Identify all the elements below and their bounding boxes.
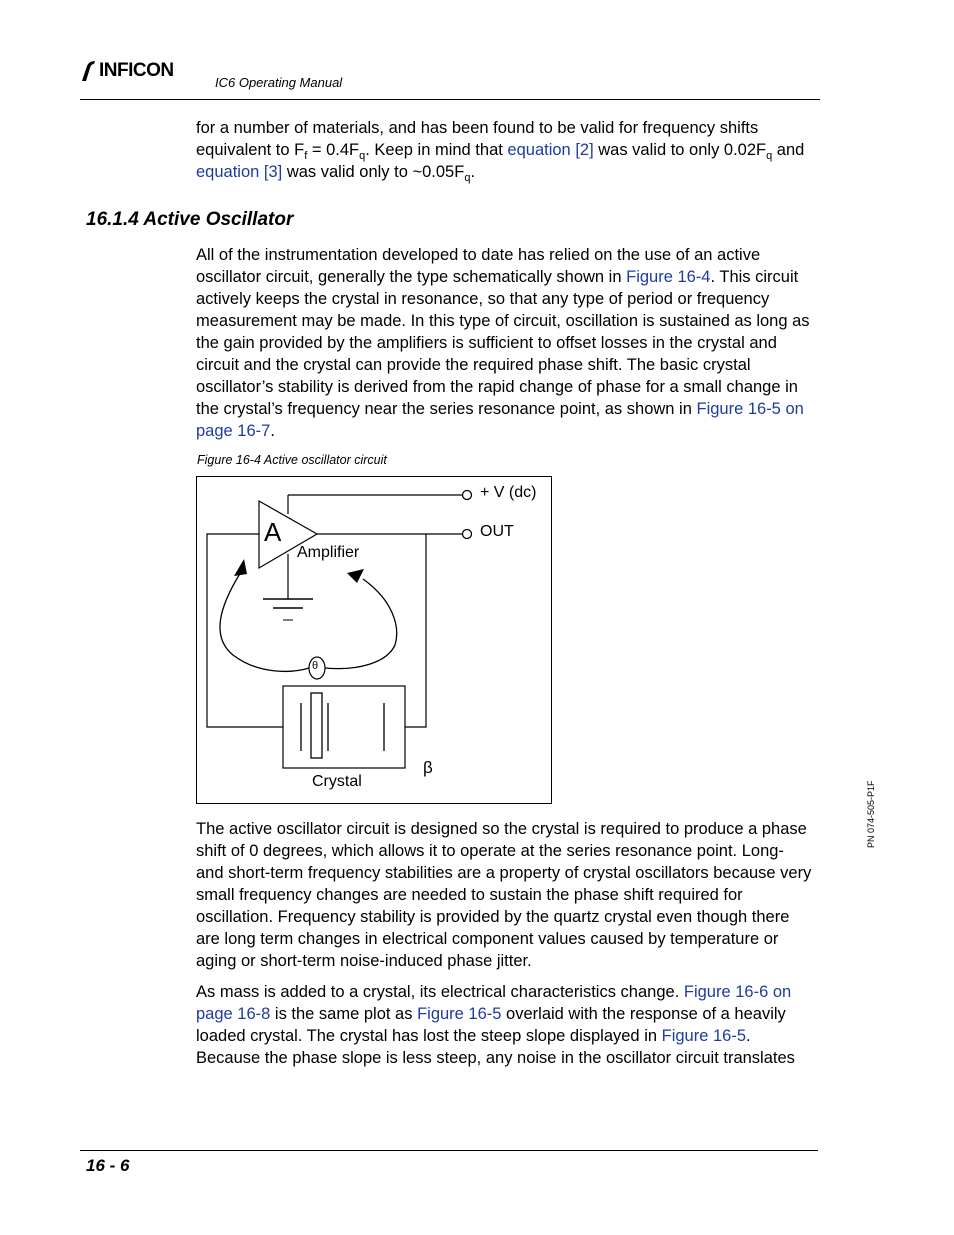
arrow-head-left <box>234 559 247 576</box>
phase-loop-right <box>325 579 397 669</box>
crystal-element <box>311 693 322 758</box>
oscillator-design-paragraph: The active oscillator circuit is designed so the crystal is required to produce a phase shift of 0 degrees, which allows it to operate at the series resonance point. Long- and short-term frequency stabilities are a property of crystal oscillators because very small frequency changes are needed to sustain the phase shift required for oscillation. Frequency stability is provided by the quartz crystal even though there are long term changes in electrical component values caused by temperature or aging or short-term noise-induced phase jitter. <box>196 820 812 970</box>
phase-loop-left <box>220 572 309 671</box>
amplifier-label: Amplifier <box>297 544 360 561</box>
mass-loading-paragraph: As mass is added to a crystal, its electrical characteristics change. Figure 16-6 on page 16-8 is the same plot as Figure 16-5 overlaid with the response of a heavily loaded crystal. The crystal has lost the steep slope displayed in Figure 16-5. Because the phase slope is less steep, any noise in the oscillator circuit translates <box>196 983 795 1067</box>
figure-16-5-link-2[interactable]: Figure 16-5 <box>417 1005 502 1023</box>
out-label: OUT <box>480 523 514 540</box>
figure-caption: Figure 16-4 Active oscillator circuit <box>197 453 387 467</box>
oscillator-circuit-figure <box>196 476 552 804</box>
crystal-label: Crystal <box>312 773 362 790</box>
arrow-head-right <box>347 569 364 583</box>
figure-16-5-link[interactable]: Figure 16-5 on page 16-7 <box>196 400 804 440</box>
footer-divider <box>80 1150 818 1151</box>
figure-16-5-link-3[interactable]: Figure 16-5 <box>661 1027 747 1045</box>
document-title: IC6 Operating Manual <box>215 75 343 90</box>
brand-logo <box>80 58 174 84</box>
part-number: PN 074-505-P1F <box>866 780 876 848</box>
vdc-label: + V (dc) <box>480 484 537 501</box>
equation-2-link[interactable]: equation [2] <box>507 141 594 159</box>
beta-label: β <box>423 758 433 777</box>
active-oscillator-paragraph: All of the instrumentation developed to date has relied on the use of an active oscillator circuit, generally the type schematically shown in Figure 16-4. This circuit actively keeps the crystal in resonance, so that any type of period or frequency measurement may be made. In this type of circuit, oscillation is sustained as long as the gain provided by the amplifiers is sufficient to offset losses in the crystal and circuit and the crystal can provide the required phase shift. The basic crystal oscillator’s stability is derived from the rapid change of phase for a small change in the crystal’s frequency near the series resonance point, as shown in Figure 16-5 on page 16-7. <box>196 246 810 440</box>
figure-16-6-link[interactable]: Figure 16-6 on page 16-8 <box>196 983 792 1023</box>
feedback-wire-right <box>405 534 426 727</box>
theta-label: θ <box>312 660 319 672</box>
section-heading: 16.1.4 Active Oscillator <box>86 209 294 230</box>
header-divider <box>80 99 820 100</box>
out-terminal <box>463 530 472 539</box>
inficon-logo-icon <box>80 60 96 82</box>
equation-3-link[interactable]: equation [3] <box>196 163 283 181</box>
amplifier-letter: A <box>264 517 282 547</box>
feedback-wire-left <box>207 534 283 727</box>
page-number: 16 - 6 <box>86 1156 130 1175</box>
brand-name: INFICON <box>99 60 174 81</box>
vdc-terminal <box>463 491 472 500</box>
figure-16-4-link[interactable]: Figure 16-4 <box>626 268 711 286</box>
intro-paragraph: for a number of materials, and has been found to be valid for frequency shifts equivalent to $F_f = 0.4F_q$. Keep in mind that equation [2] was valid to only $0.02F_q$ and equation [3] was valid only to $\sim 0.05F_q$. <box>196 119 805 184</box>
